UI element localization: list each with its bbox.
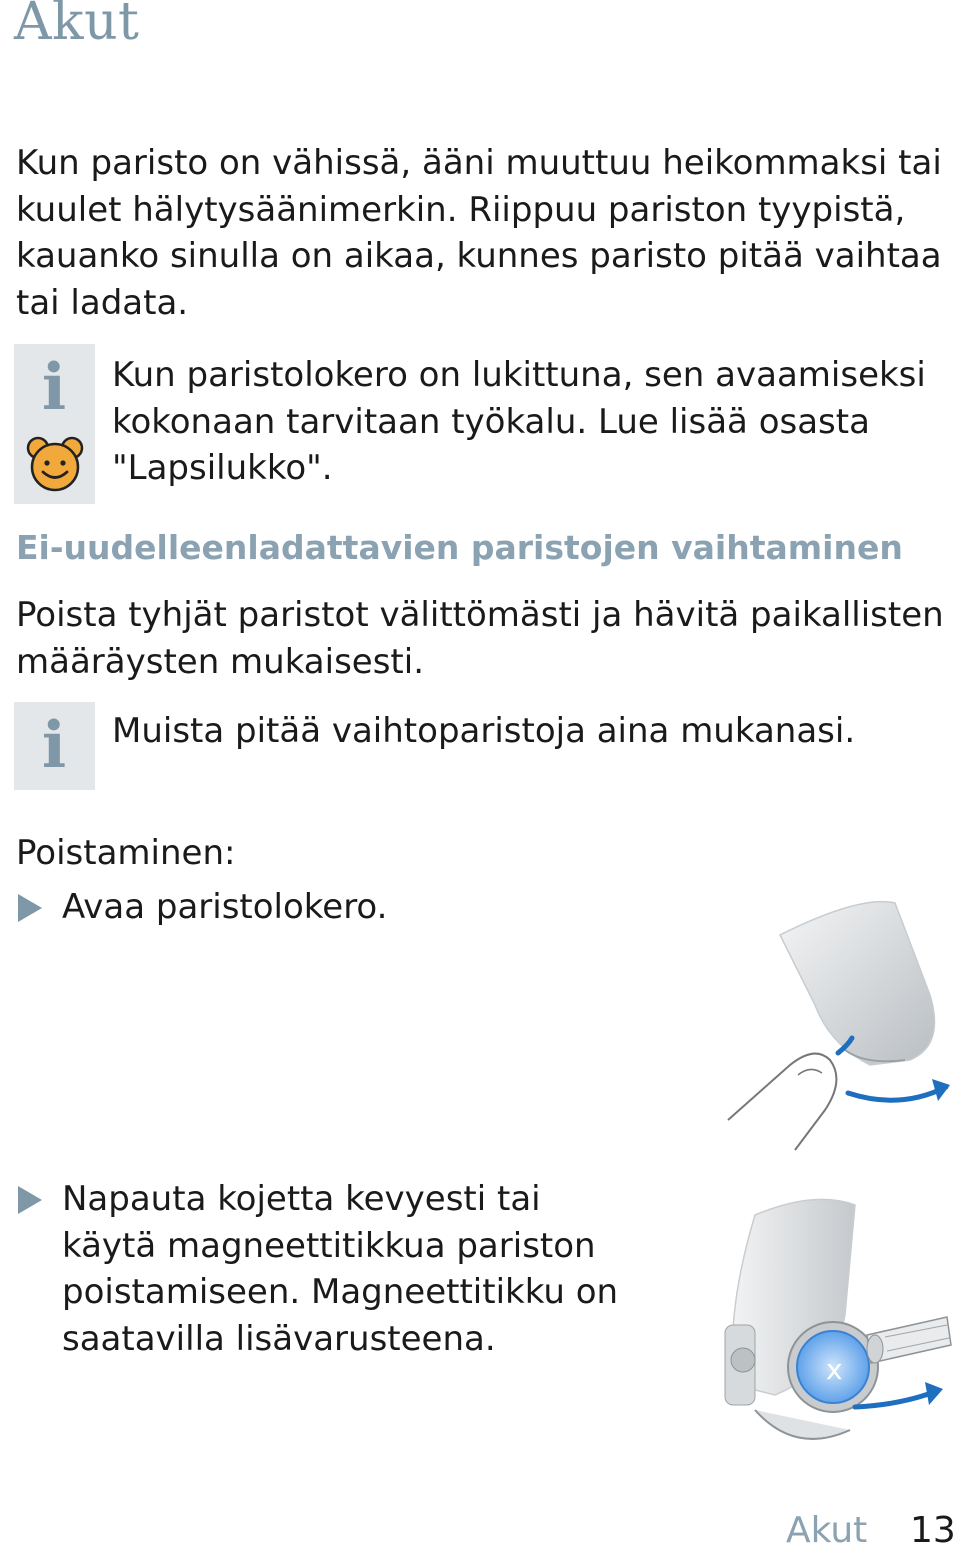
step-line: saatavilla lisävarusteena. (62, 1318, 496, 1359)
note-line: "Lapsilukko". (112, 448, 333, 488)
info-icon: i (41, 708, 67, 783)
intro-paragraph: Kun paristo on vähissä, ääni muuttuu heikommaksi tai kuulet hälytysäänimerkin. Riippuu pariston tyypistä, kauanko sinulla on aikaa, kunnes paristo pitää vaihtaa tai ladata. (16, 143, 942, 323)
step-1-text: Avaa paristolokero. (62, 887, 388, 927)
note-spare-batteries: Muista pitää vaihtoparistoja aina mukanasi. (112, 711, 856, 751)
svg-text:x: x (826, 1353, 843, 1386)
step-arrow-icon (18, 1186, 42, 1214)
note-child-lock (112, 352, 952, 492)
step-2-text (62, 1176, 622, 1362)
note-line: Kun paristolokero on lukittuna, sen avaamiseksi (112, 355, 926, 395)
step-arrow-icon (18, 894, 42, 922)
step-line: poistamiseen. Magneettitikku on (62, 1272, 619, 1312)
open-battery-door-illustration (720, 895, 956, 1160)
info-box-spare (14, 702, 95, 790)
step-line: Napauta kojetta kevyesti tai (62, 1179, 541, 1219)
removal-label: Poistaminen: (16, 833, 236, 873)
page-title: Akut (14, 0, 140, 52)
step-line: käytä magneettitikkua pariston (62, 1225, 596, 1266)
footer-section-label: Akut (786, 1510, 868, 1551)
note-line: kokonaan tarvitaan työkalu. Lue lisää osasta (112, 401, 870, 442)
section-paragraph: Poista tyhjät paristot välittömästi ja hävitä paikallisten määräysten mukaisesti. (16, 595, 944, 682)
section-heading: Ei-uudelleenladattavien paristojen vaihtaminen (16, 528, 903, 567)
magnet-stick-illustration (715, 1195, 955, 1455)
info-icon: i (41, 350, 67, 425)
page-number: 13 (910, 1510, 956, 1551)
child-lock-bear-icon (26, 436, 84, 492)
info-box-child-lock (14, 344, 95, 504)
